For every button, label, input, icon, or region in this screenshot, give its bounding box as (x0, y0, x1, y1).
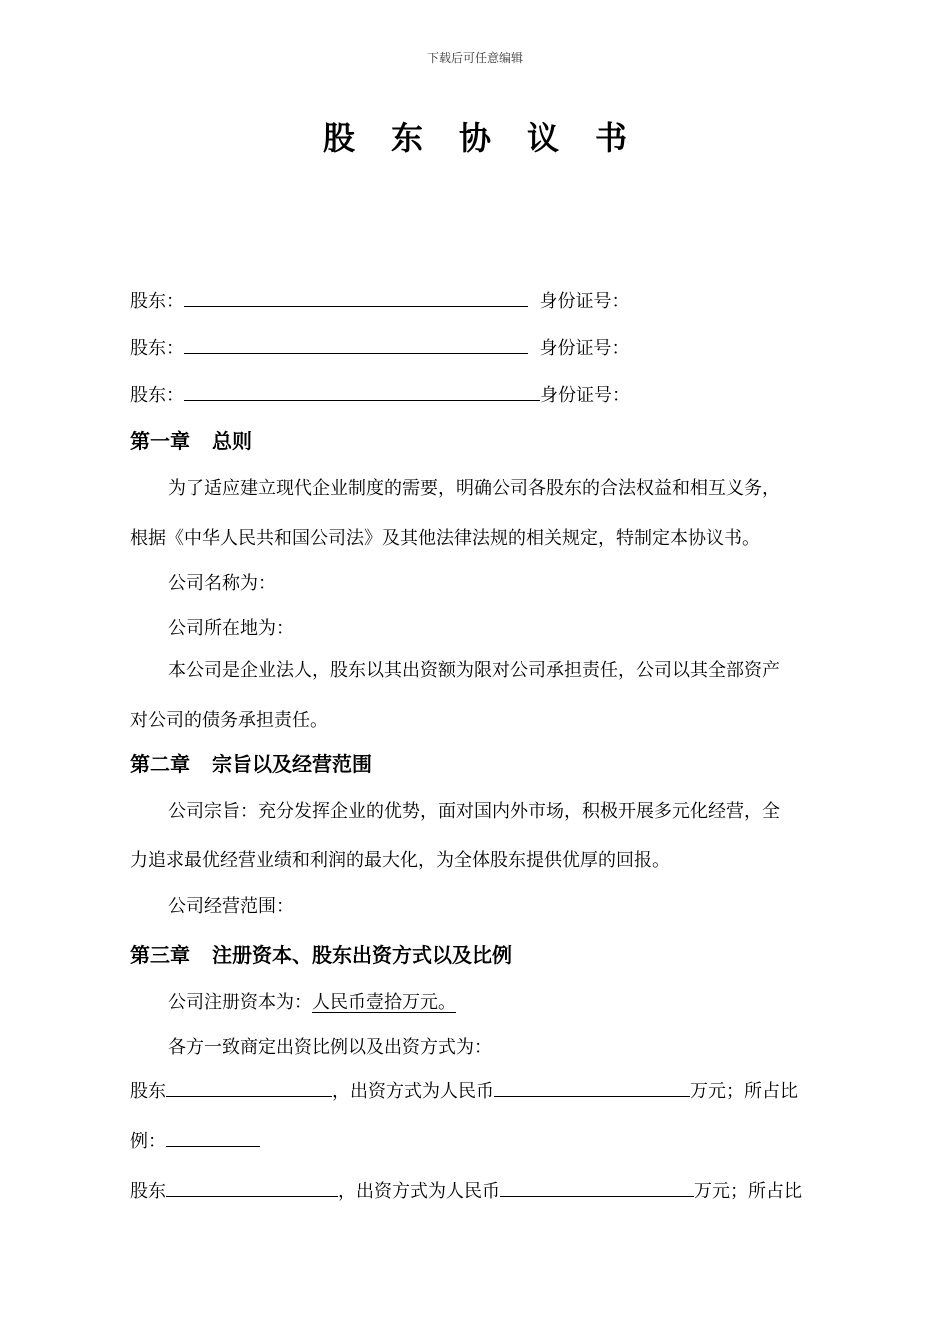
header-note: 下载后可任意编辑 (426, 51, 523, 65)
shareholder-label: 股东： (130, 385, 184, 406)
shareholder-label: 股东： (130, 291, 184, 312)
shareholder-line-1 (130, 288, 629, 315)
chapter-1-para-1-line-1: 为了适应建立现代企业制度的需要，明确公司各股东的合法权益和相互义务， (168, 478, 780, 499)
chapter-name: 宗旨以及经营范围 (212, 752, 372, 776)
contribution-agreement-text: 各方一致商定出资比例以及出资方式为： (168, 1037, 492, 1058)
contrib-unit-text: 万元；所占比 (694, 1181, 802, 1202)
chapter-2-heading (130, 751, 372, 777)
chapter-1-para-2-line-2: 对公司的债务承担责任。 (130, 710, 328, 731)
chapter-number: 第三章 (130, 943, 190, 967)
chapter-1-heading (130, 428, 252, 454)
contrib-method-text: ，出资方式为人民币 (338, 1181, 500, 1202)
chapter-number: 第一章 (130, 429, 190, 453)
contrib-ratio-label: 例： (130, 1131, 166, 1152)
shareholder-label: 股东： (130, 338, 184, 359)
contrib-shareholder-blank[interactable] (166, 1178, 338, 1197)
chapter-3-heading (130, 942, 512, 968)
contrib-unit-text: 万元；所占比 (690, 1081, 798, 1102)
chapter-name: 注册资本、股东出资方式以及比例 (212, 943, 512, 967)
chapter-name: 总则 (212, 429, 252, 453)
chapter-2-para-1-line-1: 公司宗旨：充分发挥企业的优势，面对国内外市场，积极开展多元化经营，全 (168, 801, 780, 822)
chapter-2-para-1-line-2: 力追求最优经营业绩和利润的最大化，为全体股东提供优厚的回报。 (130, 850, 670, 871)
contrib-amount-blank[interactable] (500, 1178, 694, 1197)
contrib-shareholder-blank[interactable] (166, 1078, 332, 1097)
contribution-ratio-line-1 (130, 1128, 260, 1155)
document-title: 股东协议书 (322, 119, 663, 157)
contrib-shareholder-label: 股东 (130, 1181, 166, 1202)
company-location-label: 公司所在地为： (168, 618, 294, 639)
registered-capital-line (168, 990, 456, 1016)
contrib-amount-blank[interactable] (494, 1078, 690, 1097)
shareholder-line-2 (130, 335, 629, 362)
chapter-number: 第二章 (130, 752, 190, 776)
chapter-1-para-1-line-2: 根据《中华人民共和国公司法》及其他法律法规的相关规定，特制定本协议书。 (130, 528, 760, 549)
contrib-shareholder-label: 股东 (130, 1081, 166, 1102)
registered-capital-label: 公司注册资本为： (168, 992, 312, 1013)
id-number-label: 身份证号： (539, 338, 630, 359)
contrib-method-text: ，出资方式为人民币 (332, 1081, 494, 1102)
shareholder-name-blank[interactable] (184, 335, 528, 354)
contrib-ratio-blank[interactable] (166, 1128, 260, 1147)
shareholder-name-blank[interactable] (184, 288, 528, 307)
shareholder-line-3 (130, 382, 630, 409)
business-scope-label: 公司经营范围： (168, 896, 294, 917)
company-name-label: 公司名称为： (168, 573, 276, 594)
contribution-line-2 (130, 1178, 802, 1205)
contribution-line-1 (130, 1078, 798, 1105)
shareholder-name-blank[interactable] (184, 382, 540, 401)
chapter-1-para-2-line-1: 本公司是企业法人，股东以其出资额为限对公司承担责任，公司以其全部资产 (168, 660, 780, 681)
id-number-label: 身份证号： (540, 385, 630, 406)
registered-capital-value: 人民币壹拾万元。 (312, 992, 456, 1013)
id-number-label: 身份证号： (539, 291, 630, 312)
